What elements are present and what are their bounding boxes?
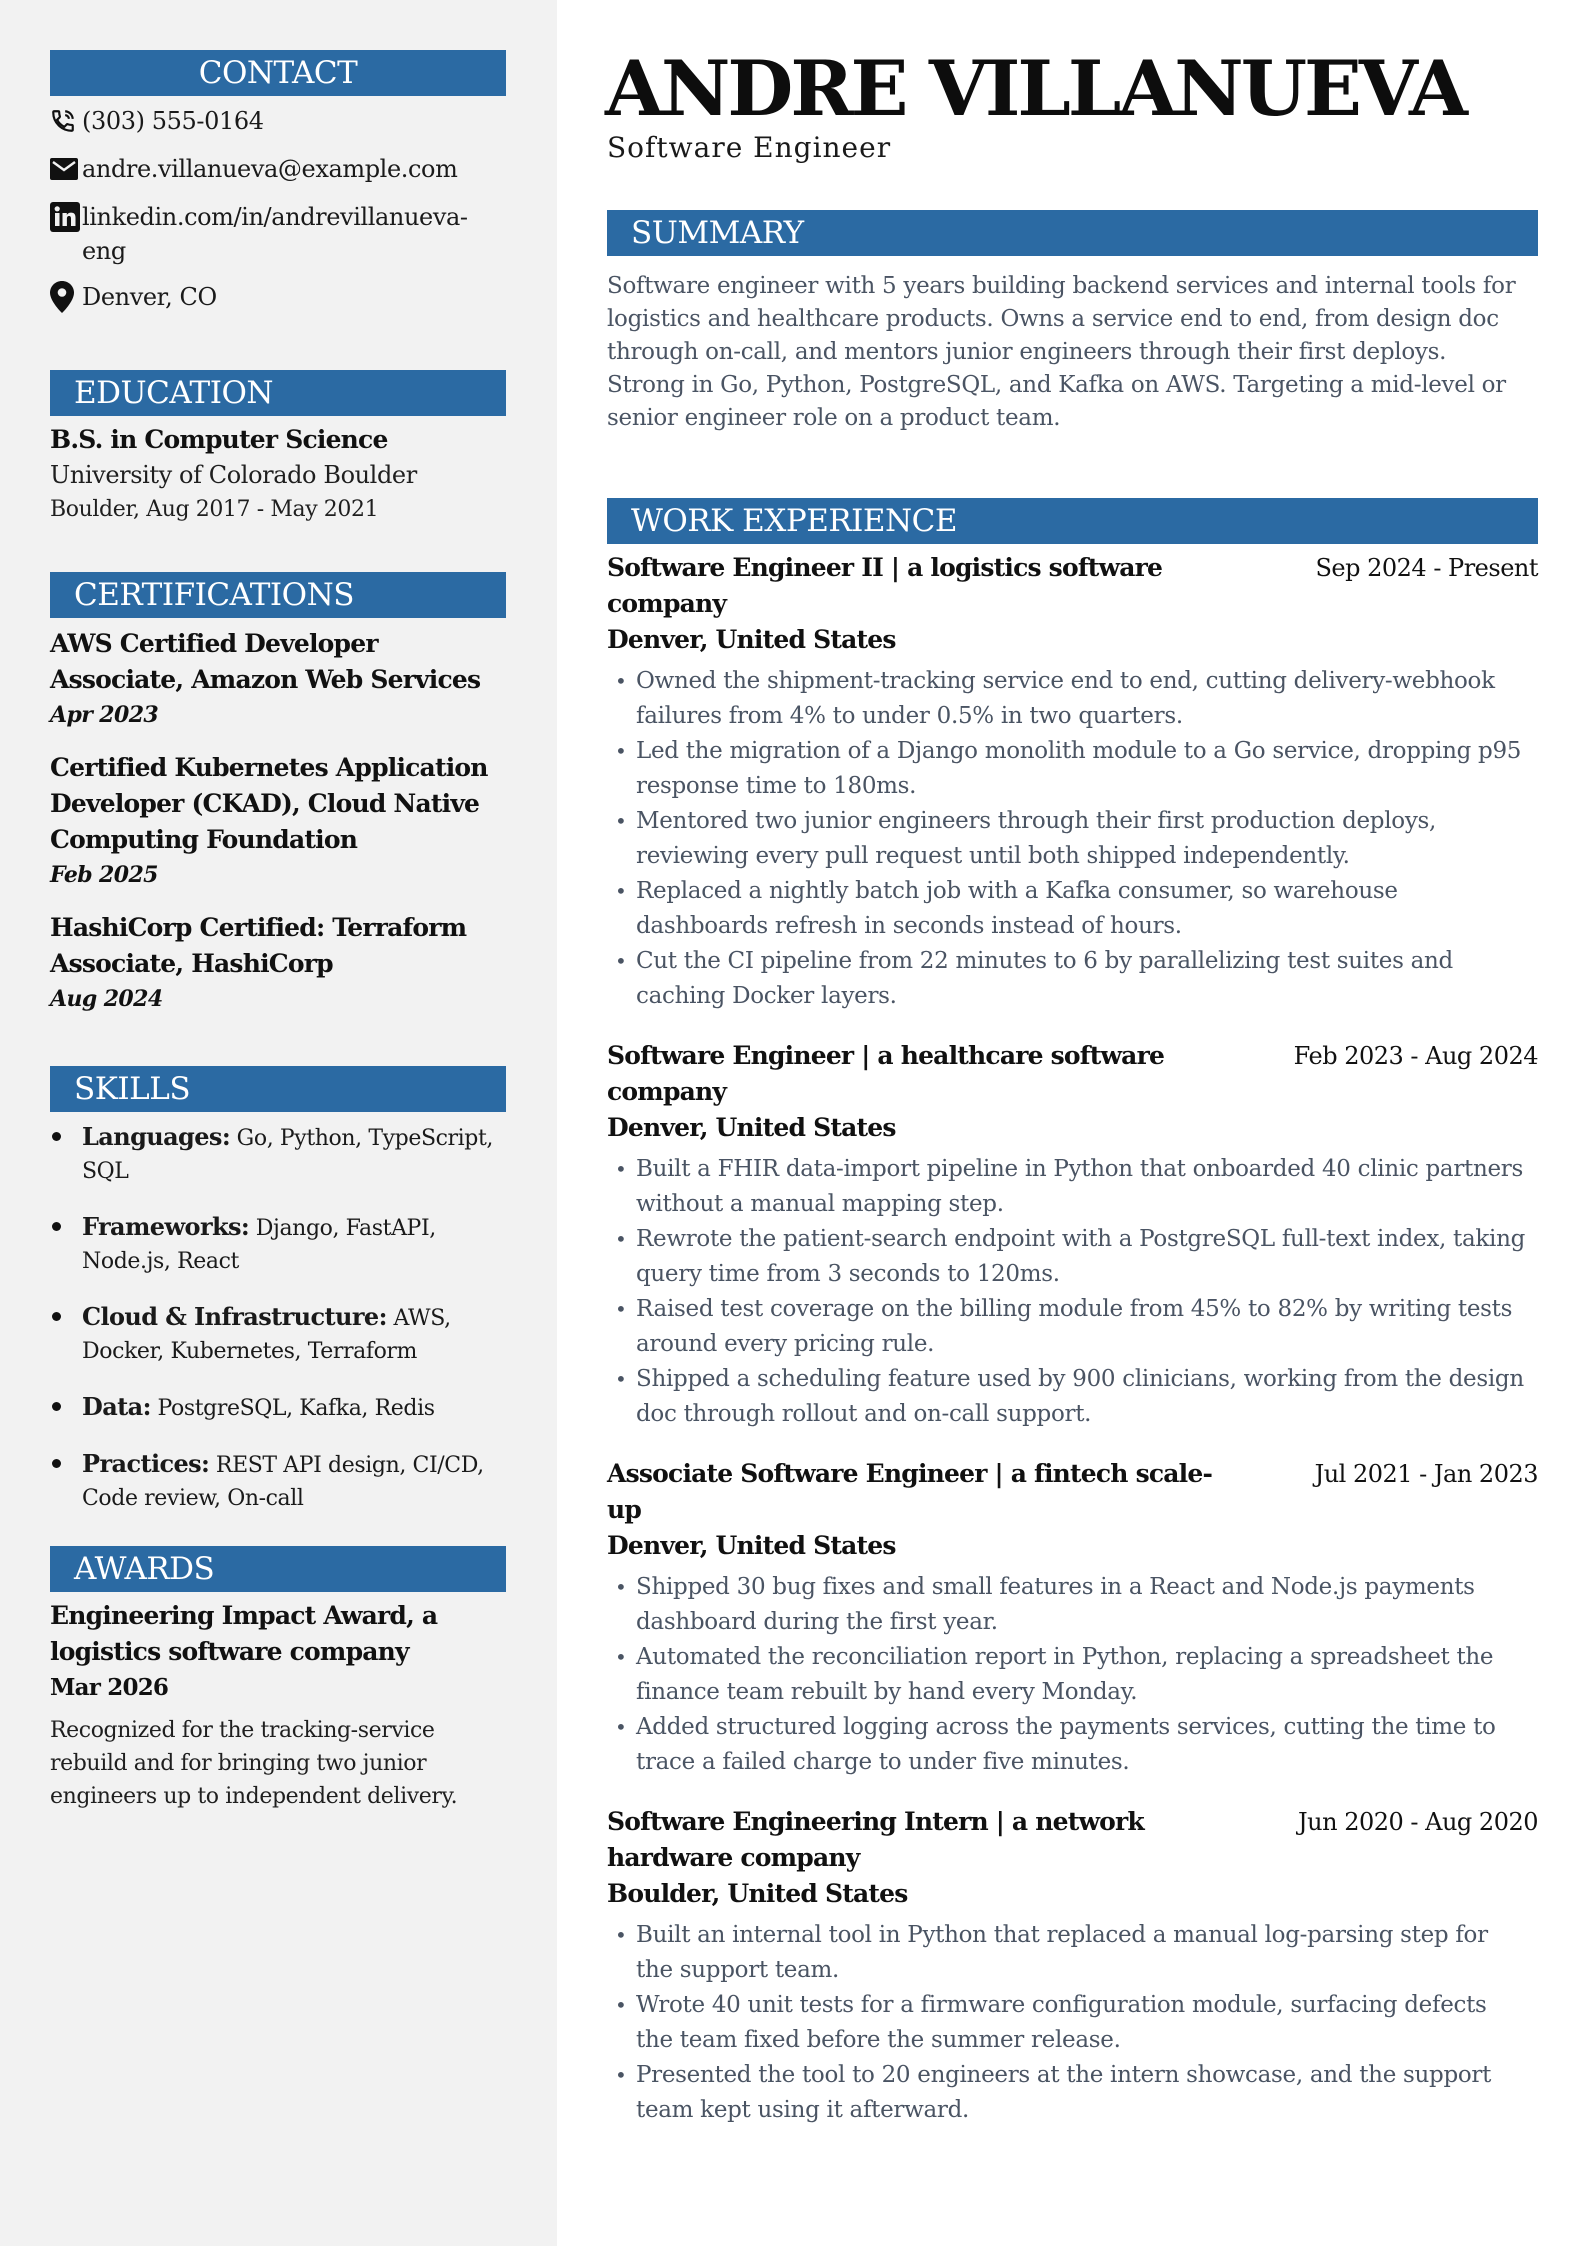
job-bullet: • Added structured logging across the payments services, cutting the time to trace a failed charge to under five minutes. — [607, 1710, 1538, 1780]
linkedin-text[interactable]: linkedin.com/in/andrevillanueva-eng — [82, 203, 468, 265]
certification-date: Aug 2024 — [50, 986, 163, 1012]
job-entry — [607, 1804, 1538, 2128]
contact-linkedin — [50, 200, 506, 268]
job-bullet: • Shipped 30 bug fixes and small features in a React and Node.js payments dashboard during the first year. — [607, 1570, 1538, 1640]
job-bullets — [607, 1918, 1538, 2128]
job-dates: Jul 2021 - Jan 2023 — [1314, 1460, 1538, 1488]
location-pin-icon — [50, 280, 82, 314]
job-bullet: • Built an internal tool in Python that replaced a manual log-parsing step for the support team. — [607, 1918, 1538, 1988]
skill-value: AWS, Docker, Kubernetes, Terraform — [82, 1306, 451, 1364]
job-bullet: • Cut the CI pipeline from 22 minutes to 6 by parallelizing test suites and caching Docker layers. — [607, 944, 1538, 1014]
certification-name: Certified Kubernetes Application Developer (CKAD), Cloud Native Computing Foundation — [50, 753, 488, 854]
phone-text[interactable]: (303) 555-0164 — [82, 107, 264, 135]
skill-item — [50, 1300, 506, 1368]
skill-label: Frameworks: — [82, 1212, 250, 1241]
job-bullet: • Replaced a nightly batch job with a Kafka consumer, so warehouse dashboards refresh in seconds instead of hours. — [607, 874, 1538, 944]
job-entry — [607, 1456, 1538, 1780]
summary-section — [607, 210, 1538, 435]
skill-item — [50, 1447, 506, 1515]
sidebar — [0, 0, 557, 2246]
awards-heading: AWARDS — [50, 1546, 506, 1592]
location-text: Denver, CO — [82, 283, 217, 311]
contact-phone — [50, 104, 506, 138]
job-dates: Jun 2020 - Aug 2020 — [1298, 1808, 1538, 1836]
certification-date: Feb 2025 — [50, 862, 158, 888]
job-bullet: • Presented the tool to 20 engineers at the intern showcase, and the support team kept using it afterward. — [607, 2058, 1538, 2128]
job-title: Software Engineer II | a logistics software company — [607, 553, 1163, 618]
certification-item — [50, 750, 506, 892]
education-details: Boulder, Aug 2017 - May 2021 — [50, 497, 379, 522]
job-location: Denver, United States — [607, 1531, 896, 1560]
contact-section — [50, 50, 506, 314]
candidate-name: ANDRE VILLANUEVA — [605, 44, 1465, 133]
skill-value: PostgreSQL, Kafka, Redis — [150, 1396, 435, 1421]
job-location: Denver, United States — [607, 1113, 896, 1142]
certification-name: HashiCorp Certified: Terraform Associate, HashiCorp — [50, 913, 467, 978]
email-icon — [50, 152, 82, 186]
job-location: Boulder, United States — [607, 1879, 908, 1908]
skill-label: Practices: — [82, 1449, 210, 1478]
email-text[interactable]: andre.villanueva@example.com — [82, 155, 458, 183]
job-bullet: • Built a FHIR data-import pipeline in Python that onboarded 40 clinic partners without a manual mapping step. — [607, 1152, 1538, 1222]
skills-section — [50, 1066, 506, 1537]
skill-value: Django, FastAPI, Node.js, React — [82, 1216, 436, 1274]
skills-list — [50, 1120, 506, 1515]
job-entry — [607, 550, 1538, 1014]
job-bullet: • Led the migration of a Django monolith module to a Go service, dropping p95 response time to 180ms. — [607, 734, 1538, 804]
contact-email — [50, 152, 506, 186]
skill-label: Cloud & Infrastructure: — [82, 1302, 387, 1331]
job-entry — [607, 1038, 1538, 1432]
certification-item — [50, 626, 506, 732]
job-bullets — [607, 1570, 1538, 1780]
school: University of Colorado Boulder — [50, 461, 417, 489]
job-bullet: • Raised test coverage on the billing module from 45% to 82% by writing tests around every pricing rule. — [607, 1292, 1538, 1362]
experience-heading: WORK EXPERIENCE — [607, 498, 1538, 544]
job-bullet: • Mentored two junior engineers through their first production deploys, reviewing every pull request until both shipped independently. — [607, 804, 1538, 874]
job-bullet: • Automated the reconciliation report in Python, replacing a spreadsheet the finance team rebuilt by hand every Monday. — [607, 1640, 1538, 1710]
skill-item — [50, 1210, 506, 1278]
award-title: Engineering Impact Award, a logistics software company — [50, 1601, 438, 1666]
job-dates: Sep 2024 - Present — [1315, 554, 1538, 582]
certification-name: AWS Certified Developer Associate, Amazon Web Services — [50, 629, 481, 694]
job-bullet: • Shipped a scheduling feature used by 900 clinicians, working from the design doc through rollout and on-call support. — [607, 1362, 1538, 1432]
job-bullets — [607, 1152, 1538, 1432]
degree: B.S. in Computer Science — [50, 425, 388, 454]
contact-location — [50, 280, 506, 314]
linkedin-icon — [50, 200, 82, 234]
job-title: Software Engineer | a healthcare software company — [607, 1041, 1165, 1106]
skill-item — [50, 1390, 506, 1425]
award-date: Mar 2026 — [50, 1674, 169, 1701]
certification-date: Apr 2023 — [50, 702, 159, 728]
job-bullet: • Rewrote the patient-search endpoint with a PostgreSQL full-text index, taking query time from 3 seconds to 120ms. — [607, 1222, 1538, 1292]
job-title: Software Engineering Intern | a network hardware company — [607, 1807, 1144, 1872]
job-dates: Feb 2023 - Aug 2024 — [1293, 1042, 1538, 1070]
main-content — [557, 0, 1588, 2246]
skill-value: Go, Python, TypeScript, SQL — [82, 1126, 494, 1184]
job-bullet: • Owned the shipment-tracking service end to end, cutting delivery-webhook failures from 4% to under 0.5% in two quarters. — [607, 664, 1538, 734]
skills-heading: SKILLS — [50, 1066, 506, 1112]
skill-label: Languages: — [82, 1122, 231, 1151]
certifications-section — [50, 572, 506, 1016]
education-section — [50, 370, 506, 526]
summary-heading: SUMMARY — [607, 210, 1538, 256]
skill-value: REST API design, CI/CD, Code review, On-call — [82, 1453, 484, 1511]
contact-heading: CONTACT — [50, 50, 506, 96]
education-heading: EDUCATION — [50, 370, 506, 416]
job-title: Associate Software Engineer | a fintech scale-up — [607, 1459, 1213, 1524]
job-bullets — [607, 664, 1538, 1014]
certification-item — [50, 910, 506, 1016]
job-location: Denver, United States — [607, 625, 896, 654]
summary-text: Software engineer with 5 years building backend services and internal tools for logistics and healthcare products. Owns a service end to end, from design doc through on-call, and mentors junior engineers through their first deploys. Strong in Go, Python, PostgreSQL, and Kafka on AWS. Targeting a mid-level or senior engineer role on a product team. — [607, 273, 1516, 431]
skill-item — [50, 1120, 506, 1188]
skill-label: Data: — [82, 1392, 151, 1421]
experience-section — [607, 498, 1538, 2128]
award-description: Recognized for the tracking-service rebuild and for bringing two junior engineers up to independent delivery. — [50, 1718, 458, 1809]
awards-section — [50, 1546, 506, 1813]
job-bullet: • Wrote 40 unit tests for a firmware configuration module, surfacing defects the team fixed before the summer release. — [607, 1988, 1538, 2058]
phone-icon — [50, 104, 82, 138]
certifications-heading: CERTIFICATIONS — [50, 572, 506, 618]
candidate-role: Software Engineer — [607, 131, 892, 164]
